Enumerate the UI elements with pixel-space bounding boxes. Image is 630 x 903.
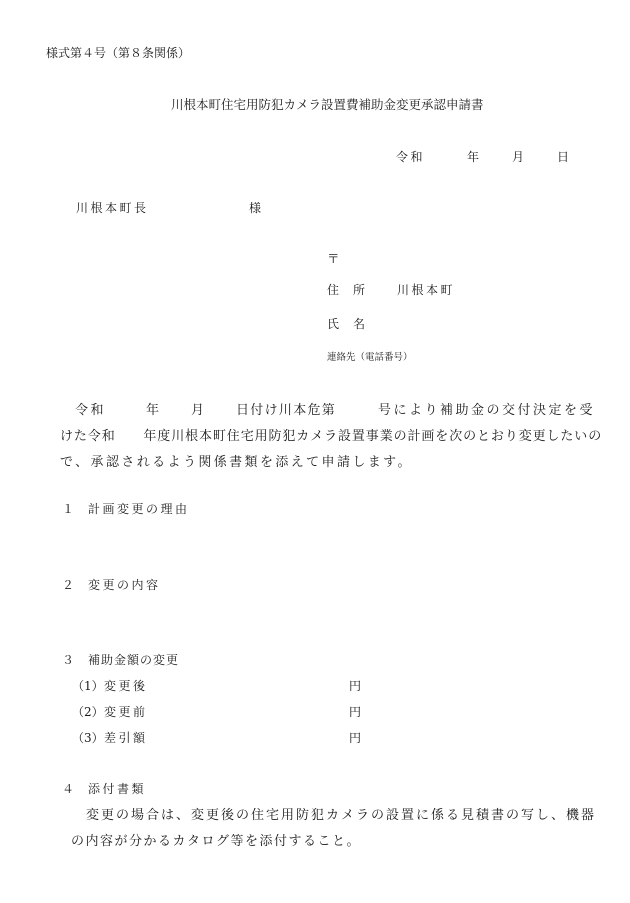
section-number: ４ bbox=[62, 782, 75, 796]
name-label: 氏 名 bbox=[327, 317, 367, 331]
addressee-honorific: 様 bbox=[249, 201, 262, 215]
item-label-before: 変更前 bbox=[104, 705, 148, 719]
section-number: ３ bbox=[62, 653, 75, 667]
date-month: 月 bbox=[512, 150, 525, 164]
yen-unit: 円 bbox=[349, 705, 362, 719]
section-heading: 変更の内容 bbox=[88, 578, 161, 592]
yen-unit: 円 bbox=[349, 731, 362, 745]
item-label-after: 変更後 bbox=[104, 679, 148, 693]
document-title: 川根本町住宅用防犯カメラ設置費補助金変更承認申請書 bbox=[171, 97, 484, 112]
section-heading: 補助金額の変更 bbox=[88, 653, 180, 667]
item-number: （3） bbox=[72, 731, 104, 745]
attachment-text-1: 変更の場合は、変更後の住宅用防犯カメラの設置に係る見積書の写し、機器 bbox=[86, 808, 597, 823]
date-year: 年 bbox=[467, 150, 480, 164]
date-era: 令和 bbox=[396, 150, 426, 164]
section-number: １ bbox=[62, 502, 75, 516]
address-label: 住 所 bbox=[327, 283, 367, 297]
body-number-text: 号により補助金の交付決定を受 bbox=[378, 403, 596, 418]
address-value: 川根本町 bbox=[397, 283, 456, 297]
body-day-text: 日付け川本危第 bbox=[236, 403, 337, 418]
contact-label: 連絡先（電話番号） bbox=[327, 352, 413, 363]
date-day: 日 bbox=[557, 150, 570, 164]
item-label-difference: 差引額 bbox=[104, 731, 148, 745]
body-line-2: けた令和 年度川根本町住宅用防犯カメラ設置事業の計画を次のとおり変更したいの bbox=[60, 429, 603, 444]
form-number: 様式第４号（第８条関係） bbox=[46, 46, 191, 60]
item-number: （2） bbox=[72, 705, 104, 719]
yen-unit: 円 bbox=[349, 679, 362, 693]
body-line-3: で、承認されるよう関係書類を添えて申請します。 bbox=[60, 455, 413, 470]
section-number: ２ bbox=[62, 578, 75, 592]
postal-mark: 〒 bbox=[327, 251, 340, 266]
section-heading: 計画変更の理由 bbox=[88, 502, 190, 516]
attachment-text-2: の内容が分かるカタログ等を添付すること。 bbox=[71, 834, 362, 849]
body-year: 年 bbox=[146, 403, 160, 418]
body-era: 令和 bbox=[75, 403, 107, 418]
addressee-name: 川根本町長 bbox=[76, 201, 149, 215]
section-heading: 添付書類 bbox=[88, 782, 147, 796]
body-month: 月 bbox=[191, 403, 205, 418]
item-number: （1） bbox=[72, 679, 104, 693]
